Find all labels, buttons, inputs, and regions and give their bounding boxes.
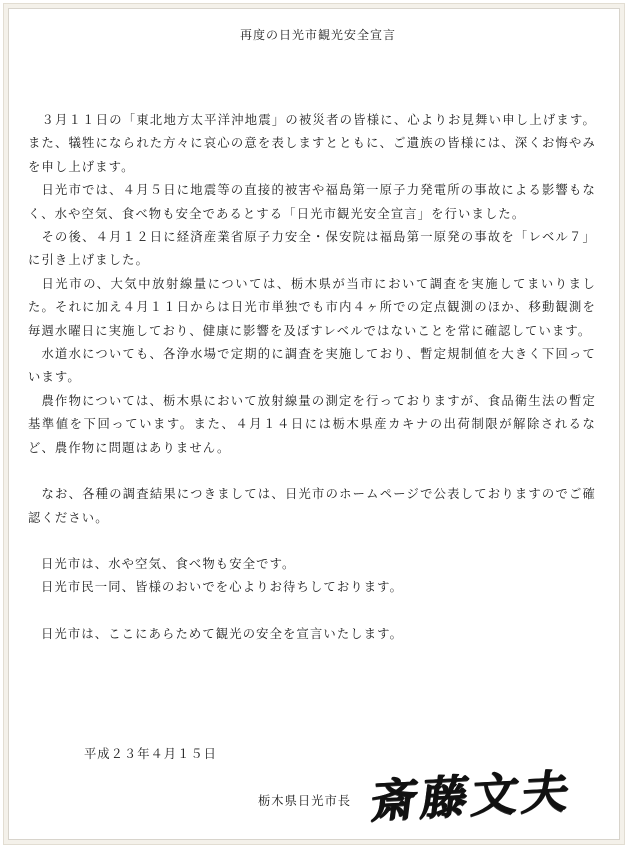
paragraph-tap-water: 水道水についても、各浄水場で定期的に調査を実施しており、暫定規制値を大きく下回っています。 [28, 347, 596, 385]
paragraph-level-7: その後、４月１２日に経済産業省原子力安全・保安院は福島第一原発の事故を「レベル７」に引き上げました。 [28, 230, 596, 268]
paragraph-air-radiation: 日光市の、大気中放射線量については、栃木県が当市において調査を実施してまいりました。それに加え４月１１日からは日光市単独でも市内４ヶ所での定点観測のほか、移動観測を毎週水曜日に実施しており、健康に影響を及ぼすレベルではないことを常に確認しています。 [28, 276, 596, 338]
safety-line: 日光市は、水や空気、食べ物も安全です。 [41, 556, 296, 571]
mayor-title: 栃木県日光市長 [258, 794, 352, 808]
paragraph-crops: 農作物については、栃木県において放射線量の測定を行っておりますが、食品衛生法の暫定基準値を下回っています。また、４月１４日には栃木県産カキナの出荷制限が解除されるなど、農作物に問題はありません。 [28, 393, 596, 455]
document-page [28, 26, 600, 646]
paragraph-first-declaration: 日光市では、４月５日に地震等の直接的被害や福島第一原子力発電所の事故による影響もなく、水や空気、食べ物も安全であるとする「日光市観光安全宣言」を行いました。 [28, 183, 596, 221]
paragraph-notice: なお、各種の調査結果につきましては、日光市のホームページで公表しておりますのでご確認ください。 [28, 487, 596, 525]
paragraph-condolence: ３月１１日の「東北地方太平洋沖地震」の被災者の皆様に、心よりお見舞い申し上げます。また、犠牲になられた方々に哀心の意を表しますとともに、ご遺族の皆様には、深くお悔やみを申し上げます。 [28, 113, 596, 174]
declaration-line: 日光市は、ここにあらためて観光の安全を宣言いたします。 [41, 626, 404, 641]
document-title: 再度の日光市観光安全宣言 [239, 28, 396, 42]
document-date: 平成２３年４月１５日 [84, 747, 217, 761]
spacer [28, 460, 600, 483]
welcome-line: 日光市民一同、皆様のおいでを心よりお待ちしております。 [41, 580, 404, 595]
mayor-signature: 斎藤文夫 [367, 763, 576, 829]
spacer [28, 600, 600, 623]
spacer [28, 530, 600, 553]
